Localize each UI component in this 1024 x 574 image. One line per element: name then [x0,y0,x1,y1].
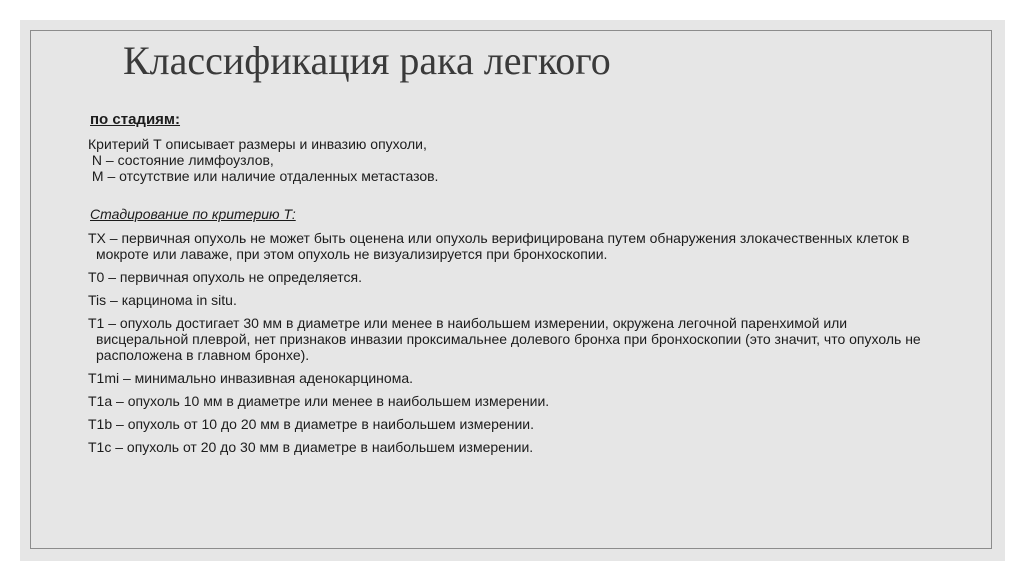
slide [20,20,1005,561]
staging-entry-t1c: T1c – опухоль от 20 до 30 мм в диаметре в наибольшем измерении. [88,439,534,455]
section-subtitle: по стадиям: [90,111,181,128]
staging-entry-t1a: T1a – опухоль 10 мм в диаметре или менее в наибольшем измерении. [88,393,550,409]
staging-entry-t1b: T1b – опухоль от 10 до 20 мм в диаметре в наибольшем измерении. [88,416,534,432]
staging-entry-tis: Tis – карцинома in situ. [88,292,237,308]
staging-heading: Стадирование по критерию Т: [90,206,296,222]
criteria-line: Критерий Т описывает размеры и инвазию опухоли, [88,136,427,152]
staging-entry-t0: T0 – первичная опухоль не определяется. [88,269,362,285]
staging-entry-tx: TX – первичная опухоль не может быть оценена или опухоль верифицирована путем обнаружения злокачественных клеток в мокроте или лаваже, при этом опухоль не визуализируется при бронхоскопии. [88,230,910,262]
criteria-block [88,136,928,184]
staging-list [88,230,928,455]
slide-content [88,112,928,462]
staging-entry-t1: T1 – опухоль достигает 30 мм в диаметре или менее в наибольшем измерении, окружена легочной паренхимой или висцеральной плеврой, нет признаков инвазии проксимальнее долевого бронха при бронхоскопии (это значит, что опухоль не расположена в главном бронхе). [88,315,921,363]
criteria-line: М – отсутствие или наличие отдаленных метастазов. [88,168,439,184]
criteria-line: N – состояние лимфоузлов, [88,152,274,168]
slide-title: Классификация рака легкого [123,38,611,83]
staging-entry-t1mi: T1mi – минимально инвазивная аденокарцинома. [88,370,414,386]
